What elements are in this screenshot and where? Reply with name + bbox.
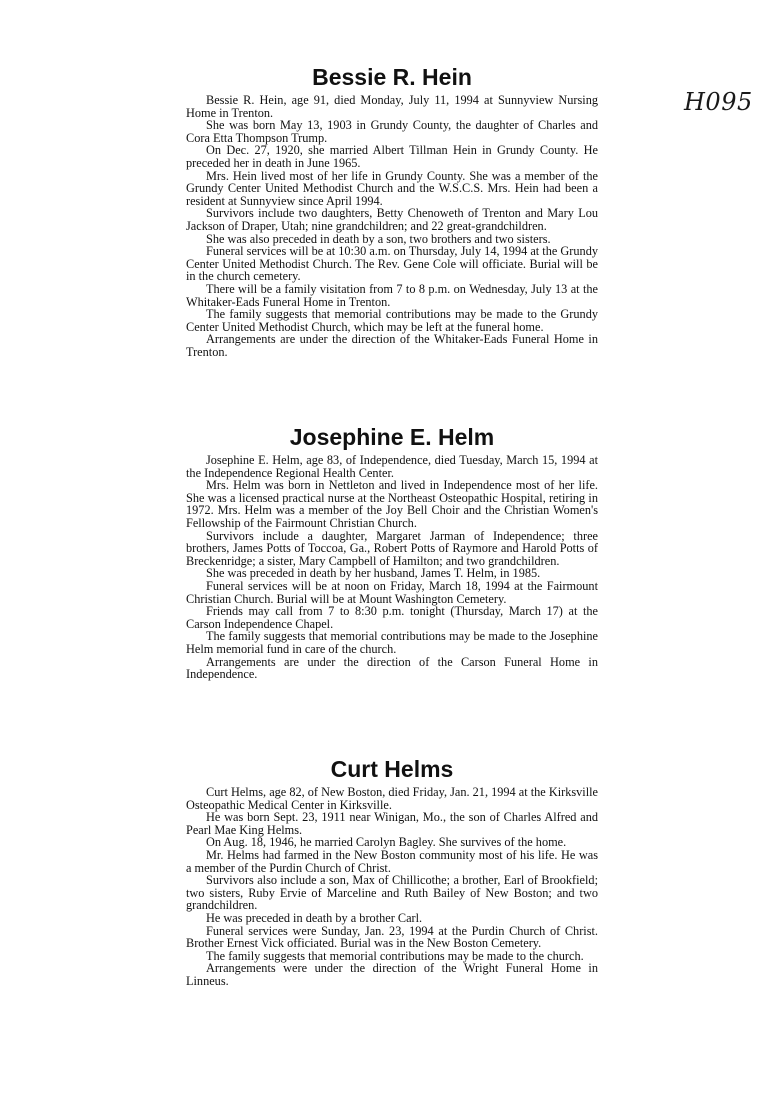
obituary-name: Josephine E. Helm (289, 424, 495, 450)
obituary-paragraph: Mrs. Helm was born in Nettleton and lived in Independence most of her life. She was a licensed practical nurse at the Northeast Osteopathic Hospital, retiring in 1972. Mrs. Helm was a member of the Joy Bell Choir and the Christian Women's Fellowship of the Fairmount Christian Church. (186, 478, 598, 530)
obituary-paragraph: Funeral services will be at 10:30 a.m. on Thursday, July 14, 1994 at the Grundy Center United Methodist Church. The Rev. Gene Cole will officiate. Burial will be in the church cemetery. (186, 244, 598, 284)
obituary-paragraph: Arrangements were under the direction of the Wright Funeral Home in Linneus. (186, 961, 598, 988)
obituary-paragraph: Mrs. Hein lived most of her life in Grundy County. She was a member of the Grundy Center United Methodist Church and the W.S.C.S. Mrs. Hein had been a resident at Sunnyview since April 1994. (186, 168, 598, 208)
obituary-paragraph: She was born May 13, 1903 in Grundy County, the daughter of Charles and Cora Etta Thompson Trump. (186, 118, 598, 145)
obituary-paragraph: Survivors include two daughters, Betty Chenoweth of Trenton and Mary Lou Jackson of Draper, Utah; nine grandchildren; and 22 great-grandchildren. (186, 206, 598, 233)
obituary-paragraph: She was preceded in death by her husband, James T. Helm, in 1985. (206, 566, 541, 581)
obituary-paragraph: She was also preceded in death by a son, two brothers and two sisters. (206, 231, 551, 246)
obituary-paragraph: The family suggests that memorial contributions may be made to the Josephine Helm memorial fund in care of the church. (186, 629, 598, 656)
obituary-paragraph: Bessie R. Hein, age 91, died Monday, July 11, 1994 at Sunnyview Nursing Home in Trenton. (186, 93, 598, 120)
obituary-paragraph: On Dec. 27, 1920, she married Albert Tillman Hein in Grundy County. He preceded her in death in June 1965. (186, 143, 598, 170)
obituary-name: Bessie R. Hein (312, 64, 472, 90)
handwritten-label: H095 (684, 88, 753, 116)
obituary-body (186, 454, 598, 681)
obituary-paragraph: The family suggests that memorial contributions may be made to the Grundy Center United Methodist Church, which may be left at the funeral home. (186, 307, 598, 334)
obituary-paragraph: Mr. Helms had farmed in the New Boston community most of his life. He was a member of the Purdin Church of Christ. (186, 847, 598, 875)
obituary-bessie-hein (186, 64, 598, 358)
obituary-paragraph: Arrangements are under the direction of the Whitaker-Eads Funeral Home in Trenton. (186, 332, 598, 359)
obituary-name: Curt Helms (330, 756, 454, 782)
obituary-body (186, 94, 598, 358)
obituary-paragraph: Arrangements are under the direction of the Carson Funeral Home in Independence. (186, 654, 598, 682)
obituary-paragraph: The family suggests that memorial contributions may be made to the church. (206, 948, 584, 963)
obituary-paragraph: On Aug. 18, 1946, he married Carolyn Bagley. She survives of the home. (206, 835, 567, 850)
obituary-curt-helms (186, 756, 598, 988)
obituary-paragraph: Josephine E. Helm, age 83, of Independence, died Tuesday, March 15, 1994 at the Independence Regional Health Center. (186, 453, 598, 480)
obituary-paragraph: There will be a family visitation from 7 to 8 p.m. on Wednesday, July 13 at the Whitaker-Eads Funeral Home in Trenton. (186, 281, 598, 309)
obituary-josephine-helm (186, 424, 598, 681)
obituary-paragraph: Survivors also include a son, Max of Chillicothe; a brother, Earl of Brookfield; two sisters, Ruby Ervie of Marceline and Ruth Bailey of New Boston; and two grandchildren. (186, 873, 598, 913)
obituary-paragraph: Curt Helms, age 82, of New Boston, died Friday, Jan. 21, 1994 at the Kirksville Osteopathic Medical Center in Kirksville. (186, 785, 598, 812)
obituary-paragraph: Friends may call from 7 to 8:30 p.m. tonight (Thursday, March 17) at the Carson Independence Chapel. (186, 604, 598, 631)
obituary-paragraph: He was preceded in death by a brother Carl. (206, 910, 423, 925)
obituary-paragraph: He was born Sept. 23, 1911 near Winigan, Mo., the son of Charles Alfred and Pearl Mae King Helms. (186, 810, 598, 837)
obituary-paragraph: Funeral services were Sunday, Jan. 23, 1994 at the Purdin Church of Christ. Brother Ernest Vick officiated. Burial was in the New Boston Cemetery. (186, 923, 598, 951)
obituary-body (186, 786, 598, 988)
obituary-paragraph: Survivors include a daughter, Margaret Jarman of Independence; three brothers, James Potts of Toccoa, Ga., Robert Potts of Raymore and Harold Potts of Breckenridge; a sister, Mary Campbell of Hamilton; and two grandchildren. (186, 528, 598, 568)
obituary-paragraph: Funeral services will be at noon on Friday, March 18, 1994 at the Fairmount Christian Church. Burial will be at Mount Washington Cemetery. (186, 578, 598, 606)
